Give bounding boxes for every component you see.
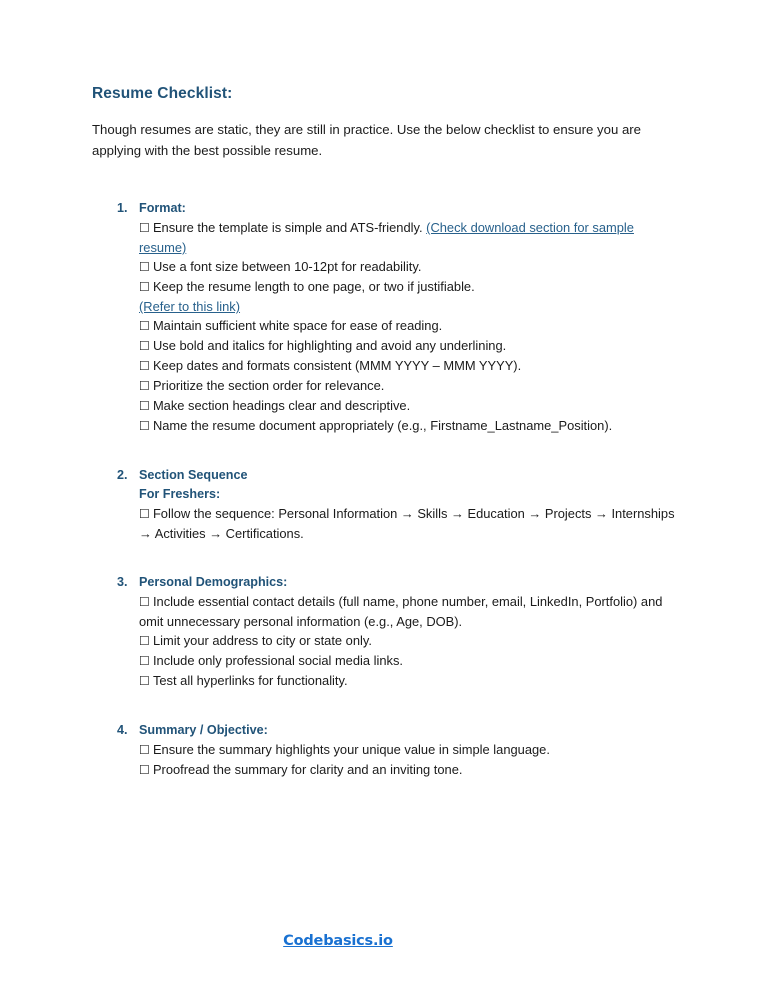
checkbox-icon[interactable]: ☐ [139, 319, 150, 334]
checklist-item-label: Make section headings clear and descriptive. [152, 398, 411, 414]
checklist-item[interactable] [139, 592, 679, 631]
checkbox-icon[interactable]: ☐ [139, 654, 150, 669]
checklist-item-list [139, 218, 678, 436]
checklist-item-label: Use bold and italics for highlighting and avoid any underlining. [152, 338, 507, 354]
section-title: Personal Demographics: [139, 575, 288, 590]
checklist-item-label: Proofread the summary for clarity and an inviting tone. [152, 762, 463, 778]
checklist-item[interactable] [139, 631, 679, 651]
checklist-item-label: Ensure the template is simple and ATS-friendly. [152, 220, 427, 236]
checkbox-icon[interactable]: ☐ [139, 379, 150, 394]
section-number: 1. [117, 201, 128, 216]
page-footer [0, 932, 768, 950]
checklist-item-label: Use a font size between 10-12pt for readability. [152, 259, 422, 275]
checklist-item[interactable] [139, 277, 679, 297]
checkbox-icon[interactable]: ☐ [139, 399, 150, 414]
checklist-item-label: Include essential contact details (full name, phone number, email, LinkedIn, Portfolio) and omit unnecessary personal information (e.g., Age, DOB). [139, 594, 663, 630]
checkbox-icon[interactable]: ☐ [139, 221, 150, 236]
codebasics-footer-link[interactable]: Codebasics.io [283, 933, 393, 949]
checkbox-icon[interactable]: ☐ [139, 674, 150, 689]
section-title: Section Sequence [139, 468, 248, 483]
checklist-item-label: Maintain sufficient white space for ease of reading. [152, 318, 443, 334]
checklist-item-label: Keep the resume length to one page, or two if justifiable. [152, 279, 475, 295]
checklist-item[interactable] [139, 416, 679, 436]
checklist-item[interactable] [139, 396, 679, 416]
checklist-item[interactable] [139, 356, 679, 376]
checklist-item[interactable] [139, 740, 679, 760]
section-subtitle: For Freshers: [139, 487, 221, 502]
checkbox-icon[interactable]: ☐ [139, 419, 150, 434]
checklist-item[interactable] [139, 316, 679, 336]
checkbox-icon[interactable]: ☐ [139, 634, 150, 649]
section-number: 4. [117, 723, 128, 738]
checkbox-icon[interactable]: ☐ [139, 743, 150, 758]
checklist-item-label: Prioritize the section order for relevance. [152, 378, 385, 394]
checklist-section [92, 573, 678, 691]
checklist-sections [92, 199, 678, 780]
checklist-item-label: Test all hyperlinks for functionality. [152, 673, 348, 689]
checklist-item[interactable] [139, 651, 679, 671]
checklist-item-label: Ensure the summary highlights your unique value in simple language. [152, 742, 550, 758]
checklist-item-label: Include only professional social media links. [152, 653, 404, 669]
checklist-item[interactable] [139, 671, 679, 691]
checklist-item[interactable] [139, 504, 679, 543]
checklist-item[interactable] [139, 257, 679, 277]
checklist-item-label: Keep dates and formats consistent (MMM YYYY – MMM YYYY). [152, 358, 522, 374]
standalone-hyperlink-line [139, 297, 678, 316]
checkbox-icon[interactable]: ☐ [139, 595, 150, 610]
checkbox-icon[interactable]: ☐ [139, 339, 150, 354]
intro-paragraph: Though resumes are static, they are still in practice. Use the below checklist to ensure you are applying with the best possible resume. [92, 122, 642, 158]
checkbox-icon[interactable]: ☐ [139, 359, 150, 374]
checklist-item-list [139, 592, 678, 691]
section-title: Format: [139, 201, 186, 216]
section-number: 2. [117, 468, 128, 483]
checklist-item[interactable] [139, 376, 679, 396]
section-title: Summary / Objective: [139, 723, 268, 738]
checklist-item-label: Follow the sequence: Personal Information → Skills → Education → Projects → Internships → Activities → Certifications. [139, 506, 675, 542]
section-number: 3. [117, 575, 128, 590]
checklist-item-label: Name the resume document appropriately (e.g., Firstname_Lastname_Position). [152, 418, 613, 434]
checklist-item-list [139, 504, 678, 543]
checkbox-icon[interactable]: ☐ [139, 763, 150, 778]
checkbox-icon[interactable]: ☐ [139, 507, 150, 522]
checklist-item-label: Limit your address to city or state only. [152, 633, 372, 649]
document-content [92, 84, 678, 780]
checklist-section [92, 199, 678, 436]
checklist-item[interactable] [139, 218, 679, 257]
checklist-item[interactable] [139, 336, 679, 356]
checkbox-icon[interactable]: ☐ [139, 260, 150, 275]
checklist-section [92, 721, 678, 780]
checklist-item-list [139, 740, 678, 780]
checklist-item[interactable] [139, 760, 679, 780]
standalone-hyperlink[interactable]: (Refer to this link) [139, 299, 241, 315]
inline-hyperlink[interactable]: (Check download section for sample resume) [139, 220, 634, 256]
page-title: Resume Checklist: [92, 85, 233, 102]
checkbox-icon[interactable]: ☐ [139, 280, 150, 295]
checklist-section [92, 466, 678, 543]
